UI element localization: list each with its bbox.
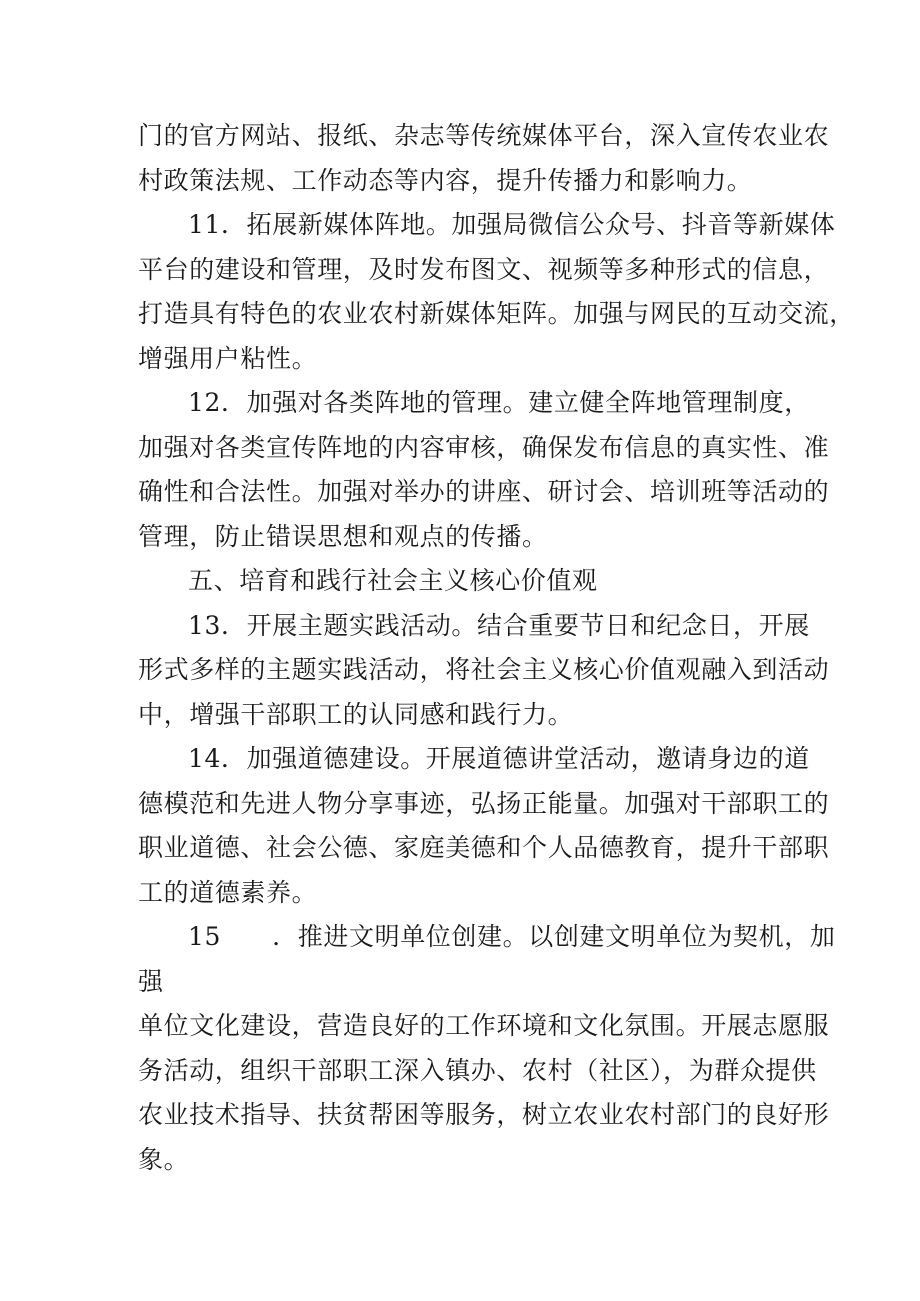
text-line-2: 村政策法规、工作动态等内容，提升传播力和影响力。 bbox=[138, 166, 753, 195]
paragraph-12-start: 12．加强对各类阵地的管理。建立健全阵地管理制度， bbox=[188, 388, 810, 417]
text-line-10: 管理，防止错误思想和观点的传播。 bbox=[138, 522, 548, 551]
paragraph-14-start: 14．加强道德建设。开展道德讲堂活动，邀请身边的道 bbox=[188, 744, 810, 773]
text-line-9: 确性和合法性。加强对举办的讲座、研讨会、培训班等活动的 bbox=[138, 477, 830, 506]
text-line-1: 门的官方网站、报纸、杂志等传统媒体平台，深入宣传农业农 bbox=[138, 121, 830, 150]
paragraph-15-start: 15 ．推进文明单位创建。以创建文明单位为契机，加 bbox=[188, 922, 836, 951]
text-line-17: 职业道德、社会公德、家庭美德和个人品德教育，提升干部职 bbox=[138, 833, 830, 862]
text-line-18: 工的道德素养。 bbox=[138, 878, 318, 907]
paragraph-13-start: 13．开展主题实践活动。结合重要节日和纪念日，开展 bbox=[188, 611, 810, 640]
text-line-16: 德模范和先进人物分享事迹，弘扬正能量。加强对干部职工的 bbox=[138, 789, 830, 818]
text-line-21: 单位文化建设，营造良好的工作环境和文化氛围。开展志愿服 bbox=[138, 1011, 830, 1040]
text-line-13: 形式多样的主题实践活动，将社会主义核心价值观融入到活动 bbox=[138, 655, 830, 684]
text-line-6: 增强用户粘性。 bbox=[138, 344, 318, 373]
paragraph-11-start: 11．拓展新媒体阵地。加强局微信公众号、抖音等新媒体 bbox=[188, 210, 836, 239]
text-line-4: 平台的建设和管理，及时发布图文、视频等多种形式的信息， bbox=[138, 255, 830, 284]
text-line-8: 加强对各类宣传阵地的内容审核，确保发布信息的真实性、准 bbox=[138, 433, 830, 462]
text-line-14: 中，增强干部职工的认同感和践行力。 bbox=[138, 700, 574, 729]
text-line-5: 打造具有特色的农业农村新媒体矩阵。加强与网民的互动交流， bbox=[138, 299, 855, 328]
text-line-24: 象。 bbox=[138, 1145, 190, 1174]
text-line-20: 强 bbox=[138, 967, 164, 996]
text-line-23: 农业技术指导、扶贫帮困等服务，树立农业农村部门的良好形 bbox=[138, 1100, 830, 1129]
section-heading-5: 五、培育和践行社会主义核心价值观 bbox=[188, 566, 598, 595]
text-line-22: 务活动，组织干部职工深入镇办、农村（社区），为群众提供 bbox=[138, 1056, 817, 1085]
